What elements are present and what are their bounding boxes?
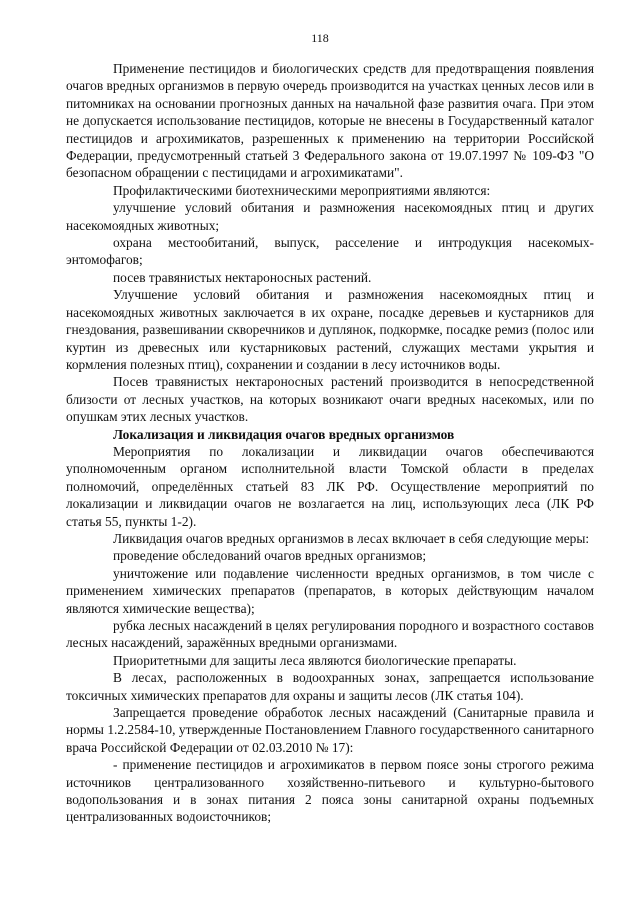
list-item: - применение пестицидов и агрохимикатов в первом поясе зоны строгого режима источников централизованного хозяйственно-питьевого и культурно-бытового водопользования и в зонах питания 2 пояса зоны санитарной охраны подъемных централизованных водоисточников; bbox=[66, 757, 594, 825]
document-body bbox=[66, 60, 594, 826]
paragraph: Ликвидация очагов вредных организмов в лесах включает в себя следующие меры: bbox=[113, 530, 590, 546]
paragraph: Профилактическими биотехническими мероприятиями являются: bbox=[113, 182, 491, 198]
list-item: охрана местообитаний, выпуск, расселение и интродукция насекомых-энтомофагов; bbox=[66, 235, 594, 268]
paragraph: Посев травянистых нектароносных растений производится в непосредственной близости от лесных участков, на которых возникают очаги вредных насекомых, или по опушкам этих лесных участков. bbox=[66, 374, 594, 425]
list-item: проведение обследований очагов вредных организмов; bbox=[113, 548, 427, 564]
section-heading: Локализация и ликвидация очагов вредных организмов bbox=[113, 426, 455, 442]
paragraph: Приоритетными для защиты леса являются биологические препараты. bbox=[113, 652, 517, 668]
list-item: рубка лесных насаждений в целях регулирования породного и возрастного составов лесных насаждений, заражённых вредными организмами. bbox=[66, 618, 594, 651]
list-item: улучшение условий обитания и размножения насекомоядных птиц и других насекомоядных животных; bbox=[66, 200, 594, 233]
list-item: уничтожение или подавление численности вредных организмов, в том числе с применением химических препаратов (препаратов, в которых действующим началом являются химические вещества); bbox=[66, 565, 594, 616]
paragraph: Применение пестицидов и биологических средств для предотвращения появления очагов вредных организмов в первую очередь производится на участках ценных лесов или в питомниках на основании прогнозных данных на начальной фазе развития очага. При этом не допускается использование пестицидов, которые не внесены в Государственный каталог пестицидов и агрохимикатов, разрешенных к применению на территории Российской Федерации, предусмотренный статьей 3 Федерального закона от 19.07.1997 № 109-ФЗ "О безопасном обращении с пестицидами и агрохимикатами". bbox=[66, 61, 594, 181]
list-item: посев травянистых нектароносных растений. bbox=[113, 269, 372, 285]
page-number: 118 bbox=[311, 31, 329, 45]
paragraph: Запрещается проведение обработок лесных насаждений (Санитарные правила и нормы 1.2.2584-10, утвержденные Постановлением Главного государственного санитарного врача Российской Федерации от 02.03.2010 № 17): bbox=[66, 705, 594, 755]
paragraph: Улучшение условий обитания и размножения насекомоядных птиц и насекомоядных животных заключается в их охране, посадке деревьев и кустарников для гнездования, развешивании скворечников и дуплянок, подкормке, посадке ремиз (полос или куртин из древесных или кустарниковых растений, служащих местами укрытия и кормления полезных птиц), сохранении и создании в лесу источников воды. bbox=[66, 287, 594, 372]
paragraph: В лесах, расположенных в водоохранных зонах, запрещается использование токсичных химических препаратов для охраны и защиты лесов (ЛК статья 104). bbox=[66, 670, 594, 703]
paragraph: Мероприятия по локализации и ликвидации очагов обеспечиваются уполномоченным органом исполнительной власти Томской области в пределах полномочий, определённых статьей 83 ЛК РФ. Осуществление мероприятий по локализации и ликвидации очагов не возлагается на лиц, использующих леса (ЛК РФ статья 55, пункты 1-2). bbox=[66, 443, 594, 529]
